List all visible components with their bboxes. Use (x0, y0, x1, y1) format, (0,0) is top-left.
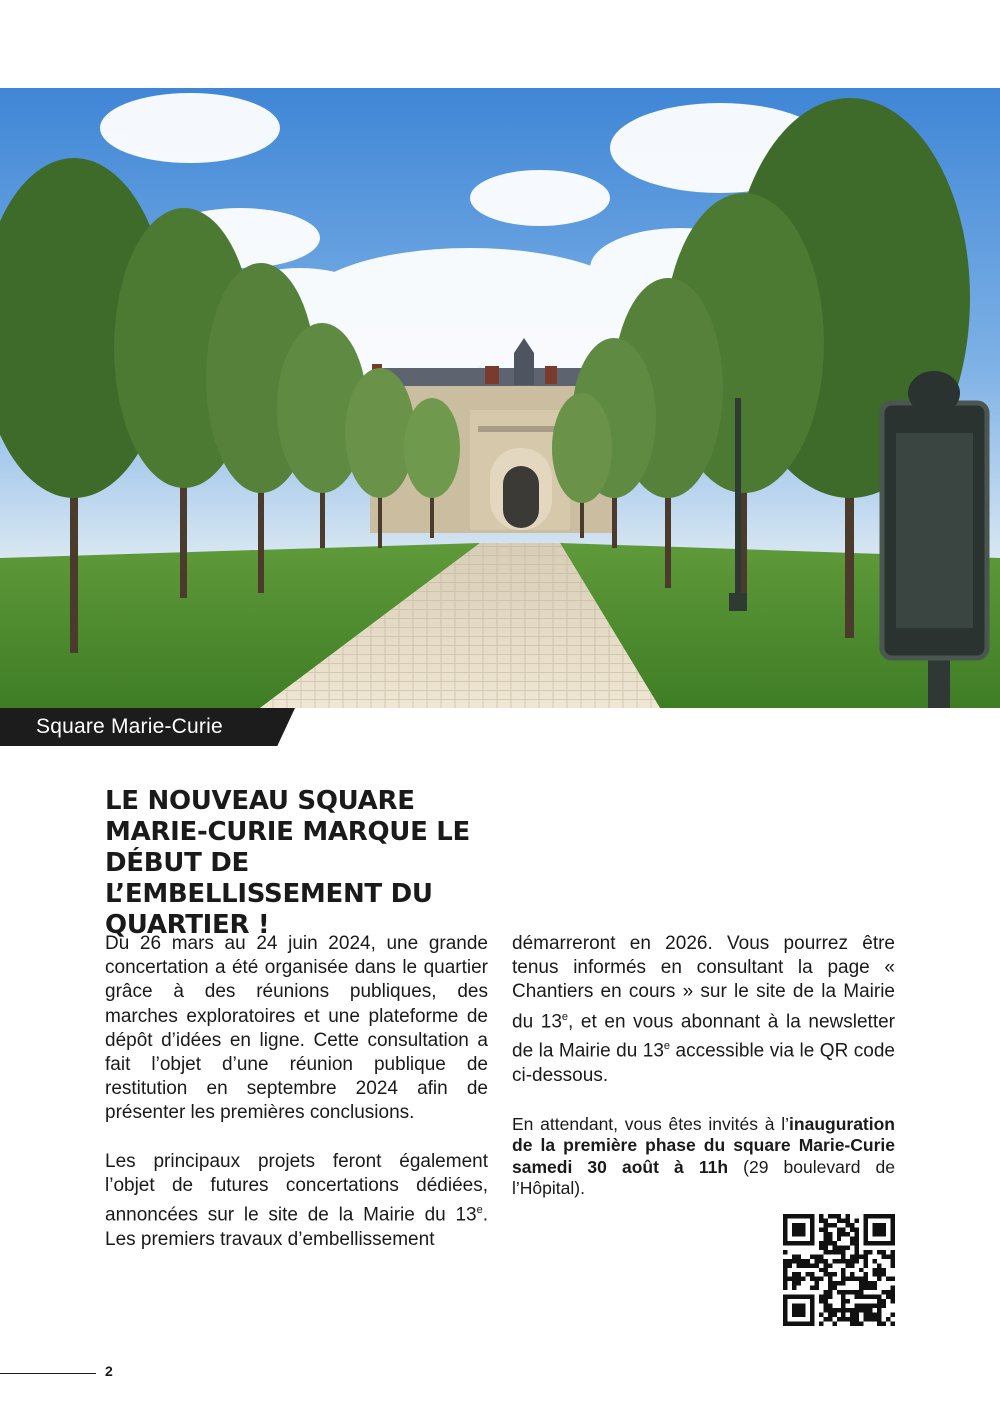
right-p1-text-a: démarreront en 2026. Vous pourrez être tenus informés en consultant la page « Chantiers en cours » sur le site de la Mairie du 13 (512, 933, 895, 1032)
right-paragraph-1 (512, 932, 895, 1088)
right-column (512, 932, 895, 1200)
right-paragraph-2 (512, 1114, 895, 1200)
article-headline: LE NOUVEAU SQUARE MARIE-CURIE MARQUE LE DÉBUT DE L’EMBELLISSEMENT DU QUARTIER ! (105, 786, 471, 940)
left-p2-text-a: Les principaux projets feront également l’objet de futures concertations dédiées, annoncées sur le site de la Mairie du 13 (105, 1150, 488, 1226)
right-p2-text-a: En attendant, vous êtes invités à l’ (512, 1113, 790, 1134)
right-p1-sup-2: e (663, 1040, 671, 1053)
left-column (105, 932, 488, 1252)
park-illustration (0, 88, 1000, 708)
footer-rule (0, 1373, 96, 1374)
hero-photo (0, 88, 1000, 708)
page-number: 2 (105, 1363, 113, 1379)
right-p2-text-b: (29 boulevard de l’Hôpital). (512, 1156, 895, 1199)
newsletter-qr-code[interactable] (783, 1214, 895, 1326)
right-p1-text-c: accessible via le QR code ci-dessous. (512, 1040, 895, 1086)
inauguration-highlight: inauguration de la première phase du square Marie-Curie samedi 30 août à 11h (512, 1113, 895, 1177)
left-p2-sup: e (476, 1204, 483, 1217)
right-p1-text-b: , et en vous abonnant à la newsletter de la Mairie du 13 (512, 1010, 896, 1062)
left-paragraph-1: Du 26 mars au 24 juin 2024, une grande concertation a été organisée dans le quartier grâce à des réunions publiques, des marches exploratoires et une plateforme de dépôt d’idées en ligne. Cette consultation a fait l’objet d’une réunion publique de restitution en septembre 2024 afin de présenter les premières conclusions. (105, 933, 488, 1124)
ornate-sign (882, 371, 987, 708)
photo-caption: Square Marie-Curie (36, 715, 223, 738)
left-p2-text-b: . Les premiers travaux d’embellissement (105, 1204, 488, 1250)
right-p1-sup-1: e (561, 1010, 569, 1023)
left-paragraph-2 (105, 1150, 488, 1252)
